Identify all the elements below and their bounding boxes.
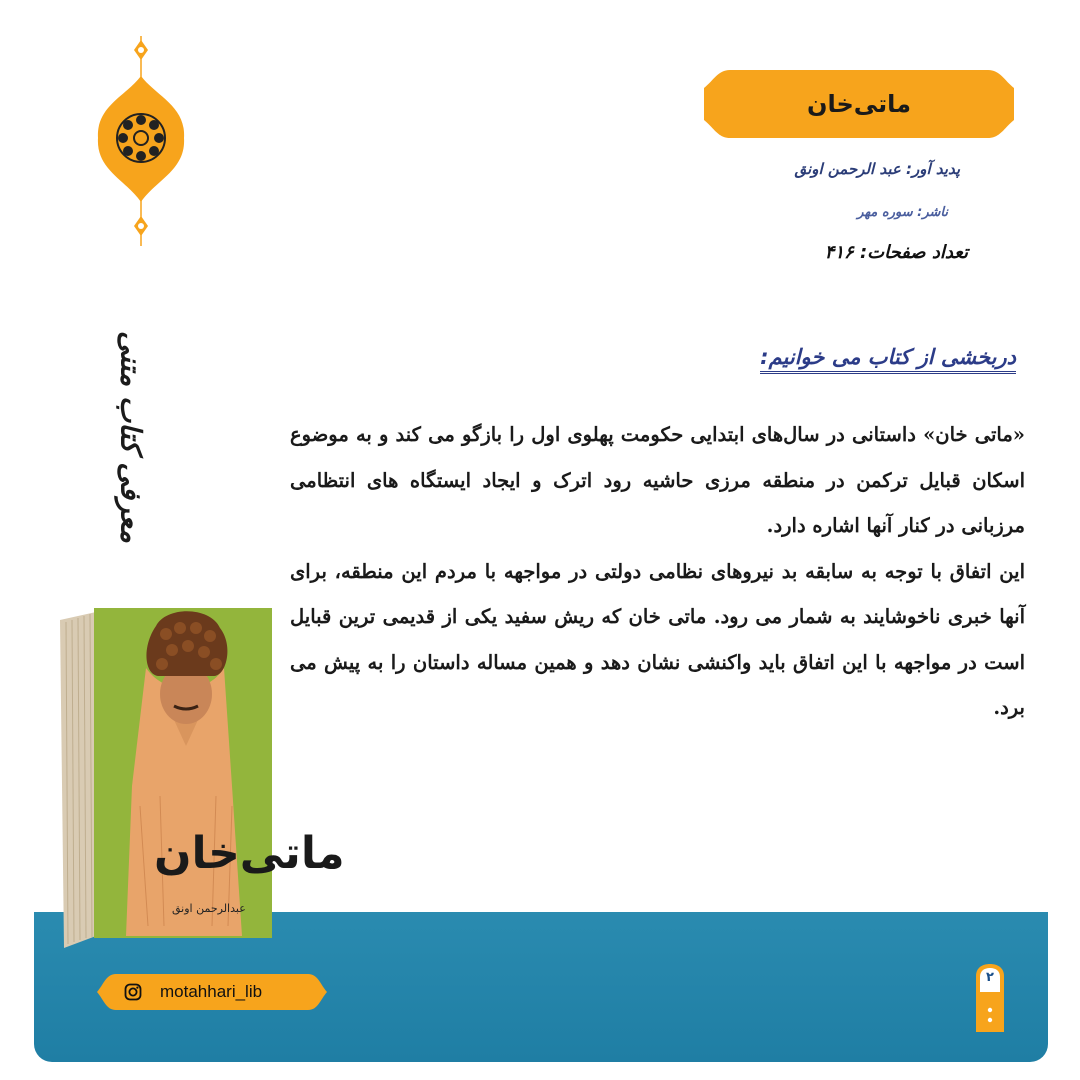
book-title: ماتی‌خان	[807, 90, 911, 118]
instagram-handle-pill[interactable]	[96, 972, 328, 1012]
excerpt-paragraph: «ماتی خان» داستانی در سال‌های ابتدایی حکومت پهلوی اول را بازگو می کند و به موضوع اسکان قبایل ترکمن در منطقه مرزی حاشیه رود اترک و ایجاد ایستگاه های انتظامی مرزبانی در کنار آنها اشاره دارد.	[290, 423, 1025, 537]
book-cover-image	[56, 606, 345, 954]
excerpt-paragraph: این اتفاق با توجه به سابقه بد نیروهای نظامی دولتی در مواجهه با مردم این منطقه، برای آنها خبری ناخوشایند به شمار می رود. ماتی خان که ریش سفید یکی از قدیمی ترین قبایل است در مواجهه با این اتفاق باید واکنشی نشان دهد و همین مساله داستان را به پیش می برد.	[290, 559, 1025, 719]
side-title-text: معرفی کتاب متنی	[114, 330, 148, 544]
watermark: ​	[712, 395, 724, 421]
rosette-ornament-icon	[96, 36, 186, 246]
publisher-line: ناشر: سوره مهر	[857, 205, 948, 220]
title-banner	[700, 64, 1018, 144]
cover-title: ماتی‌خان	[154, 828, 345, 879]
page-number: ۲	[986, 970, 994, 985]
author-line: پدید آور: عبد الرحمن اونق	[794, 160, 960, 178]
instagram-icon	[124, 983, 142, 1001]
instagram-handle: motahhari_lib	[160, 982, 263, 1001]
side-title	[108, 296, 154, 578]
pages-count: تعداد صفحات: ۴۱۶	[824, 242, 968, 263]
page-number-badge	[972, 964, 1008, 1034]
excerpt-body	[290, 412, 1025, 731]
excerpt-heading: دربخشی از کتاب می خوانیم:	[760, 345, 1016, 374]
cover-author: عبدالرحمن اونق	[172, 902, 246, 915]
